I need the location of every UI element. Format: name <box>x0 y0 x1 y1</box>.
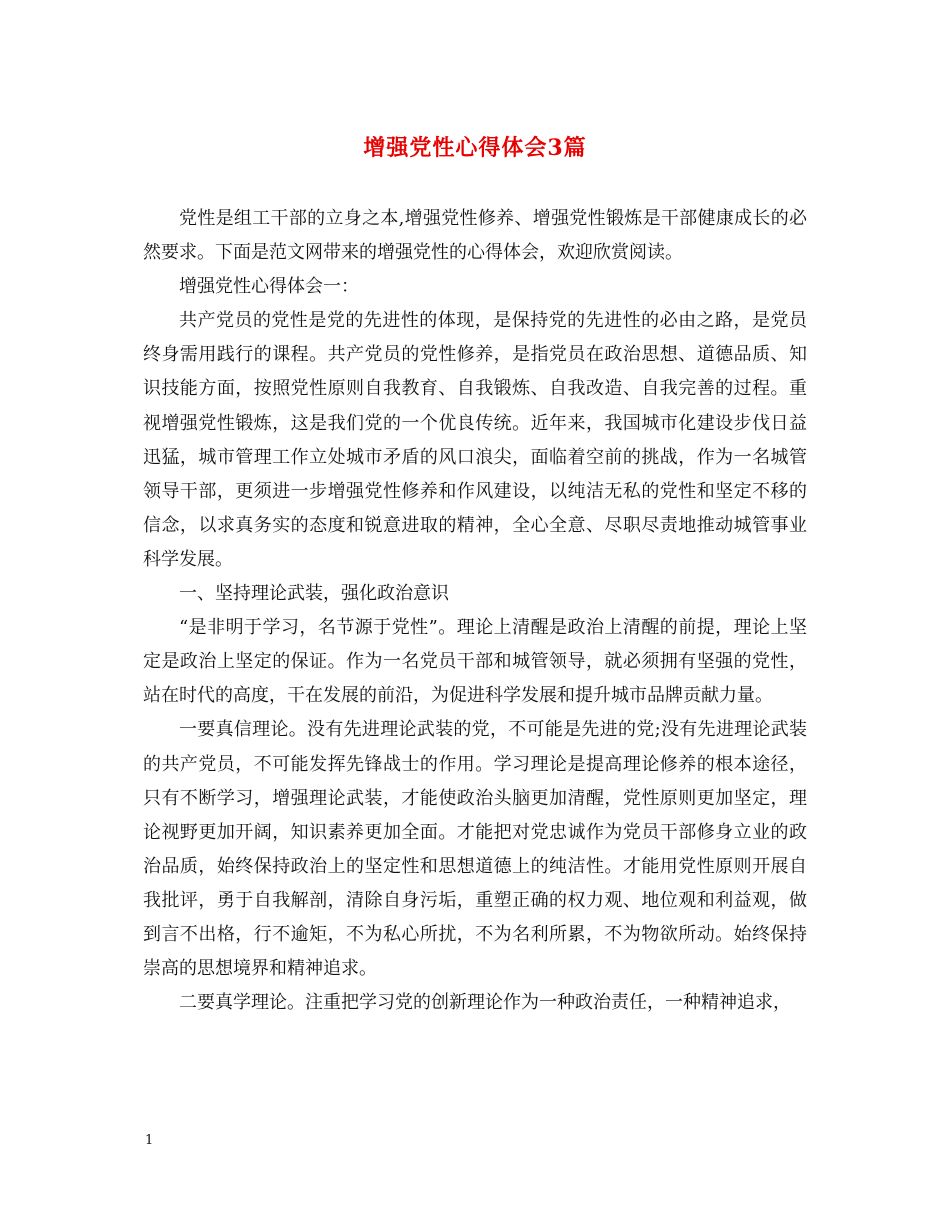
document-title: 增强党性心得体会3篇 <box>363 135 587 161</box>
paragraph-believe-theory: 一要真信理论。没有先进理论武装的党，不可能是先进的党;没有先进理论武装的共产党员，不可能发挥先锋战士的作用。学习理论是提高理论修养的根本途径，只有不断学习，增强理论武装，才能使政治头脑更加清醒，党性原则更加坚定，理论视野更加开阔，知识素养更加全面。才能把对党忠诚作为党员干部修身立业的政治品质，始终保持政治上的坚定性和思想道德上的纯洁性。才能用党性原则开展自我批评，勇于自我解剖，清除自身污垢，重塑正确的权力观、地位观和利益观，做到言不出格，行不逾矩，不为私心所扰，不为名利所累，不为物欲所动。始终保持崇高的思想境界和精神追求。 <box>143 719 807 980</box>
paragraph-heading-one: 增强党性心得体会一： <box>179 276 359 298</box>
page-number: 1 <box>145 1133 154 1148</box>
section-heading-theory: 一、坚持理论武装，强化政治意识 <box>179 583 449 605</box>
paragraph-study-theory: 二要真学理论。注重把学习党的创新理论作为一种政治责任，一种精神追求， <box>179 992 791 1014</box>
paragraph-party-nature: 共产党员的党性是党的先进性的体现，是保持党的先进性的必由之路，是党员终身需用践行的课程。共产党员的党性修养，是指党员在政治思想、道德品质、知识技能方面，按照党性原则自我教育、自我锻炼、自我改造、自我完善的过程。重视增强党性锻炼，这是我们党的一个优良传统。近年来，我国城市化建设步伐日益迅猛，城市管理工作立处城市矛盾的风口浪尖，面临着空前的挑战，作为一名城管领导干部，更须进一步增强党性修养和作风建设，以纯洁无私的党性和坚定不移的信念，以求真务实的态度和锐意进取的精神，全心全意、尽职尽责地推动城管事业科学发展。 <box>143 310 807 570</box>
paragraph-quote: “是非明于学习，名节源于党性”。理论上清醒是政治上清醒的前提，理论上坚定是政治上坚定的保证。作为一名党员干部和城管领导，就必须拥有坚强的党性，站在时代的高度，干在发展的前沿，为促进科学发展和提升城市品牌贡献力量。 <box>143 617 807 707</box>
document-body <box>143 202 807 1020</box>
paragraph-intro: 党性是组工干部的立身之本,增强党性修养、增强党性锻炼是干部健康成长的必然要求。下面是范文网带来的增强党性的心得体会，欢迎欣赏阅读。 <box>143 208 807 264</box>
